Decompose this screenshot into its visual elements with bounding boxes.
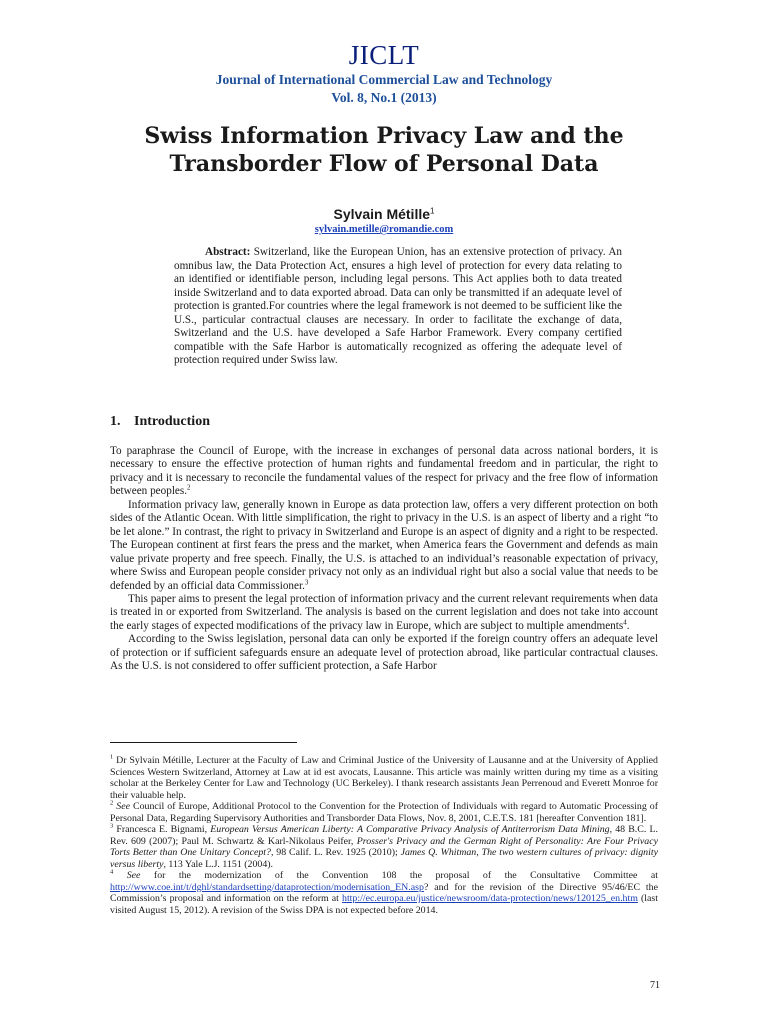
author-footnote-ref: 1 xyxy=(430,206,435,216)
footnote-ref-2[interactable]: 2 xyxy=(187,483,191,492)
footnotes xyxy=(110,755,658,916)
section-number: 1. xyxy=(110,414,121,429)
author-line xyxy=(0,206,768,222)
paragraph-1: To paraphrase the Council of Europe, with the increase in exchanges of personal data across national borders, it is necessary to ensure the effective protection of human rights and fundamental freedom and in particular, the right to privacy and it is necessary to reconcile the fundamental values of the respect for privacy and the free flow of information between peoples.$^2$ xyxy=(110,445,658,498)
section-heading xyxy=(110,414,210,430)
coe-link[interactable]: http://www.coe.int/t/dghl/standardsetting/dataprotection/modernisation_EN.asp xyxy=(110,881,424,893)
footnote-separator xyxy=(110,742,297,743)
journal-volume: Vol. 8, No.1 (2013) xyxy=(331,90,437,105)
journal-abbrev: JICLT xyxy=(348,40,420,70)
section-title: Introduction xyxy=(134,414,210,429)
body-text xyxy=(110,445,658,674)
abstract-label: Abstract: xyxy=(205,246,251,258)
author-name: Sylvain Métille xyxy=(333,206,431,222)
footnote-4: $^4$ See for the modernization of the Convention 108 the proposal of the Consultative Committee at http://www.coe.int/t/dghl/standardsetting/dataprotection/modernisation_EN.asp? and for the revision of the Directive 95/46/EC the Commission’s proposal and information on the reform at http://ec.europa.eu/justice/newsroom/data-protection/news/120125_en.htm (last visited August 15, 2012). A revision of the Swiss DPA is not expected before 2014. xyxy=(110,868,659,916)
author-email-link[interactable]: sylvain.metille@romandie.com xyxy=(314,224,454,235)
footnote-3: $^3$ Francesca E. Bignami, European Versus American Liberty: A Comparative Privacy Analysis of Antiterrorism Data Mining, 48 B.C. L. Rev. 609 (2007); Paul M. Schwartz & Karl-Nikolaus Peifer, Prosser's Privacy and the German Right of Personality: Are Four Privacy Torts Better than One Unitary Concept?, 98 Calif. L. Rev. 1925 (2010); James Q. Whitman, The two western cultures of privacy: dignity versus liberty, 113 Yale L.J. 1151 (2004). xyxy=(110,822,658,870)
paragraph-3: This paper aims to present the legal protection of information privacy and the current relevant requirements when data is treated in or exported from Switzerland. The analysis is based on the current legislation and does not take into account the early stages of expected modifications of the privacy law in Europe, which are subject to multiple amendments$^4$. xyxy=(110,592,658,632)
footnote-ref-4[interactable]: 4 xyxy=(623,618,627,627)
paragraph-4: According to the Swiss legislation, personal data can only be exported if the foreign country offers an adequate level of protection or if sufficient safeguards ensure an adequate level of protection abroad, like particular contractual clauses. As the U.S. is not considered to offer sufficient protection, a Safe Harbor xyxy=(110,633,658,673)
paragraph-2: Information privacy law, generally known in Europe as data protection law, offers a very different protection on both sides of the Atlantic Ocean. With little simplification, the right to privacy in the U.S. is an aspect of liberty and a right “to be let alone.” In contrast, the right to privacy in Switzerland and Europe is an aspect of dignity and a right to be respected. The European continent at first fears the press and the market, when America fears the Government and defends as main value private property and free speech. Finally, the U.S. is attached to an individual’s reasonable expectation of privacy, where Swiss and European people consider privacy not only as an individual right but also a social value that needs to be defended by an official data Commissioner.$^3$ xyxy=(110,498,658,592)
abstract-text: Switzerland, like the European Union, has an extensive protection of privacy. An omnibus law, the Data Protection Act, ensures a high level of protection for every data relating to an identified or identifiable person, including legal persons. This Act applies both to data treated inside Switzerland and to data exported abroad. Data can only be transmitted if an adequate level of protection is granted.For countries where the legal framework is not deemed to be sufficient like the U.S., particular contractual clauses are necessary. In order to facilitate the exchange of data, Switzerland and the U.S. have developed a Safe Harbor Framework. Every company certified compatible with the Safe Harbor is automatically recognized as offering the adequate level of protection required under Swiss law. xyxy=(174,246,622,366)
abstract xyxy=(174,246,622,368)
footnote-ref-3[interactable]: 3 xyxy=(304,577,309,586)
footnote-1: $^1$ Dr Sylvain Métille, Lecturer at the Faculty of Law and Criminal Justice of the University of Lausanne and at the University of Applied Sciences Western Switzerland, Attorney at Law at id est avocats, Lausanne. This article was mainly written during my time as a visiting scholar at the Berkeley Center for Law and Technology (UC Berkeley). I thank research assistants Jean Perrenoud and Everett Monroe for their valuable help. xyxy=(110,753,658,801)
journal-name: Journal of International Commercial Law and Technology xyxy=(215,72,553,87)
ec-europa-link[interactable]: http://ec.europa.eu/justice/newsroom/data-protection/news/120125_en.htm xyxy=(342,893,638,904)
page-number: 71 xyxy=(650,980,660,991)
footnote-2: $^2$ See Council of Europe, Additional Protocol to the Convention for the Protection of Individuals with regard to Automatic Processing of Personal Data, Regarding Supervisory Authorities and Transborder Data Flows, Nov. 8, 2001, C.E.T.S. 181 [hereafter Convention 181]. xyxy=(110,799,659,824)
article-title: Swiss Information Privacy Law and the Transborder Flow of Personal Data xyxy=(144,123,624,177)
